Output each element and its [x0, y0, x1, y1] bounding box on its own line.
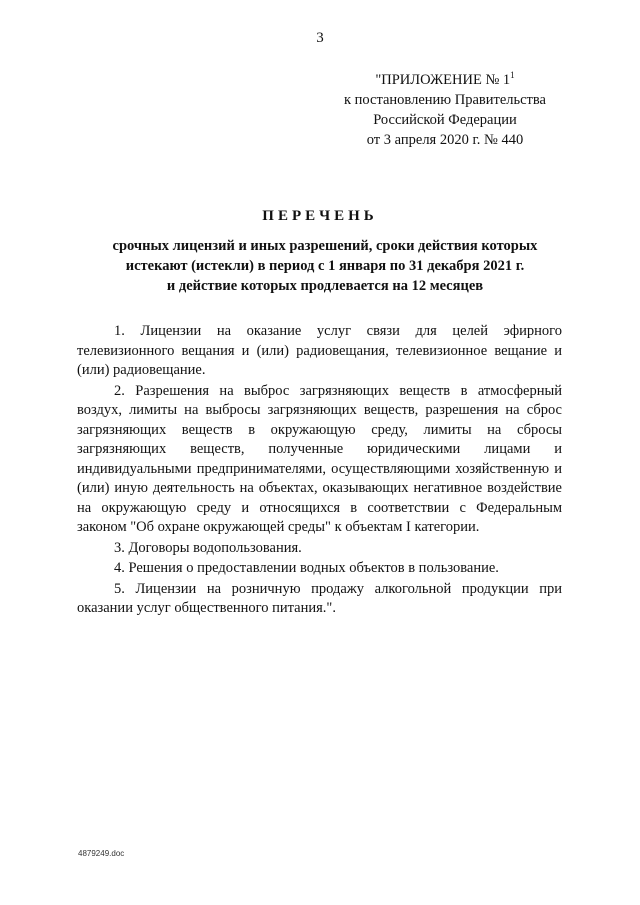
annex-heading-superscript: 1: [510, 70, 515, 81]
annex-header: [330, 70, 560, 150]
annex-heading: "ПРИЛОЖЕНИЕ № 1: [375, 72, 511, 88]
annex-heading-line: [330, 70, 560, 90]
list-item-4: 4. Решения о предоставлении водных объектов в пользование.: [114, 560, 499, 576]
subtitle-line-3: и действие которых продлевается на 12 месяцев: [166, 278, 484, 294]
annex-resolution-line: к постановлению Правительства: [344, 92, 546, 108]
subtitle-line-1: срочных лицензий и иных разрешений, сроки действия которых: [112, 238, 538, 254]
subtitle-line-2: истекают (истекли) в период с 1 января по 31 декабря 2021 г.: [125, 258, 525, 274]
list-item-3: 3. Договоры водопользования.: [114, 539, 302, 556]
annex-date-line: от 3 апреля 2020 г. № 440: [366, 132, 524, 148]
list-item-5: 5. Лицензии на розничную продажу алкогольной продукции при оказании услуг общественного питания.".: [77, 580, 562, 616]
document-subtitle: [60, 236, 590, 296]
document-file-code: 4879249.doc: [78, 849, 125, 858]
annex-government-line: Российской Федерации: [373, 112, 517, 128]
page-number: 3: [316, 30, 324, 46]
document-title: ПЕРЕЧЕНЬ: [262, 208, 378, 224]
license-list: [77, 322, 562, 620]
list-item-1: 1. Лицензии на оказание услуг связи для целей эфирного телевизионного вещания и (или) радиовещания, телевизионное вещание и (или) радиовещание.: [77, 323, 562, 378]
list-item-2: 2. Разрешения на выброс загрязняющих веществ в атмосферный воздух, лимиты на выбросы загрязняющих веществ, разрешения на сброс загрязняющих веществ в окружающую среду, лимиты на сбросы загрязняющих веществ, полученные юридическими лицами и индивидуальными предпринимателями, осуществляющими хозяйственную и (или) иную деятельность на объектах, оказывающих негативное воздействие на окружающую среду и относящихся в соответствии с Федеральным законом "Об охране окружающей среды" к объектам I категории.: [77, 382, 562, 535]
